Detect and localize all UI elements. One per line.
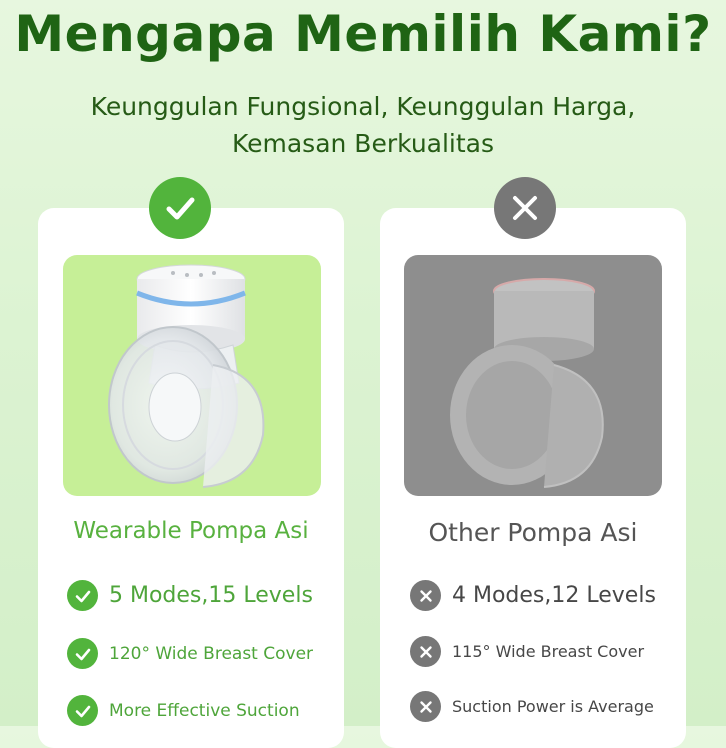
- cross-icon: [410, 580, 441, 611]
- feature-text: 115° Wide Breast Cover: [452, 642, 645, 661]
- check-icon: [149, 177, 211, 239]
- our-product-name: Wearable Pompa Asi: [73, 518, 309, 544]
- feature-text: Suction Power is Average: [452, 697, 654, 716]
- feature-modes-levels: [67, 580, 313, 611]
- cross-icon: [410, 636, 441, 667]
- check-icon: [67, 695, 98, 726]
- other-feature-modes-levels: [410, 580, 656, 611]
- other-feature-breast-cover: [410, 636, 644, 667]
- page-title: Mengapa Memilih Kami?: [14, 5, 712, 63]
- other-product-name: Other Pompa Asi: [428, 518, 638, 547]
- subtitle-line-1: Keunggulan Fungsional, Keunggulan Harga,: [90, 92, 636, 121]
- feature-text: 120° Wide Breast Cover: [109, 643, 314, 664]
- cross-icon: [494, 177, 556, 239]
- wearable-breast-pump-image: [63, 255, 321, 496]
- cross-icon: [410, 691, 441, 722]
- feature-text: 4 Modes,12 Levels: [452, 583, 656, 608]
- subtitle-line-2: Kemasan Berkualitas: [231, 129, 495, 158]
- feature-breast-cover: [67, 638, 313, 669]
- subtitle: [0, 88, 726, 162]
- feature-text: 5 Modes,15 Levels: [109, 583, 313, 608]
- feature-text: More Effective Suction: [109, 700, 300, 721]
- other-breast-pump-image: [404, 255, 662, 496]
- feature-suction: [67, 695, 300, 726]
- other-feature-suction: [410, 691, 654, 722]
- check-icon: [67, 638, 98, 669]
- check-icon: [67, 580, 98, 611]
